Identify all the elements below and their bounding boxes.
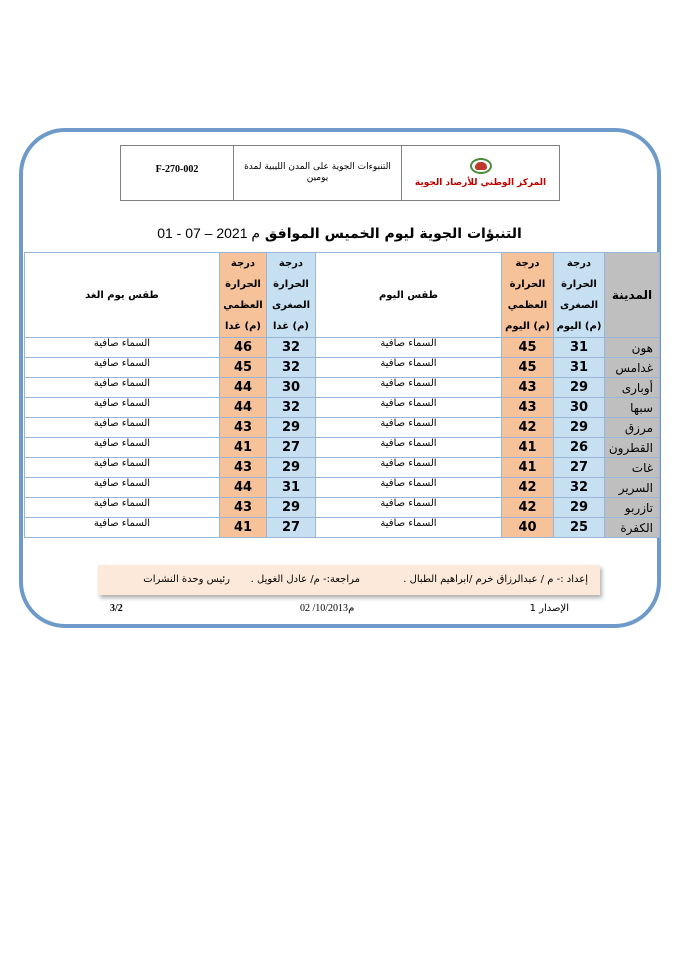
cell-max-tomorrow: 43 <box>220 418 267 438</box>
cell-city: غدامس <box>605 358 660 378</box>
table-header-row <box>25 253 660 338</box>
cell-weather-tomorrow: السماء صافية <box>25 478 220 498</box>
cell-weather-today: السماء صافية <box>316 378 502 398</box>
title-date: 01 - 07 – 2021 م <box>157 225 261 241</box>
cell-max-tomorrow: 43 <box>220 458 267 478</box>
cell-min-tomorrow: 29 <box>267 498 316 518</box>
cell-min-today: 25 <box>554 518 605 538</box>
cell-city: مرزق <box>605 418 660 438</box>
cell-max-today: 43 <box>502 378 554 398</box>
cell-min-today: 26 <box>554 438 605 458</box>
issue-date: 02 /10/2013م <box>300 603 355 614</box>
org-cell <box>402 146 560 201</box>
cell-min-today: 30 <box>554 398 605 418</box>
cell-max-today: 45 <box>502 338 554 358</box>
page-title <box>0 225 679 242</box>
table-row <box>25 358 660 378</box>
cell-min-tomorrow: 30 <box>267 378 316 398</box>
col-max-today: درجة الحرارة العظمي (م) اليوم <box>502 253 554 338</box>
cell-max-tomorrow: 45 <box>220 358 267 378</box>
cell-weather-today: السماء صافية <box>316 358 502 378</box>
forecast-table <box>24 252 660 538</box>
table-row <box>25 498 660 518</box>
cell-max-today: 42 <box>502 498 554 518</box>
cell-min-tomorrow: 27 <box>267 438 316 458</box>
col-weather-today: طقس اليوم <box>316 253 502 338</box>
table-row <box>25 438 660 458</box>
cell-weather-today: السماء صافية <box>316 418 502 438</box>
title-text: التنبؤات الجوية ليوم الخميس الموافق <box>264 226 522 242</box>
cell-max-today: 45 <box>502 358 554 378</box>
cell-min-today: 27 <box>554 458 605 478</box>
cell-min-tomorrow: 27 <box>267 518 316 538</box>
reviewed-by: مراجعة:- م/ عادل الغويل . <box>250 574 360 585</box>
col-min-tomorrow: درجة الحرارة الصغرى (م) غدا <box>267 253 316 338</box>
cell-city: القطرون <box>605 438 660 458</box>
cell-max-today: 42 <box>502 418 554 438</box>
cell-weather-tomorrow: السماء صافية <box>25 338 220 358</box>
cell-weather-tomorrow: السماء صافية <box>25 378 220 398</box>
cell-max-tomorrow: 44 <box>220 398 267 418</box>
table-row <box>25 478 660 498</box>
cell-min-tomorrow: 32 <box>267 398 316 418</box>
table-row <box>25 338 660 358</box>
meteorology-logo-icon <box>468 158 494 176</box>
cell-weather-tomorrow: السماء صافية <box>25 498 220 518</box>
edition: الإصدار 1 <box>529 603 569 614</box>
cell-weather-today: السماء صافية <box>316 498 502 518</box>
cell-weather-today: السماء صافية <box>316 518 502 538</box>
cell-min-today: 32 <box>554 478 605 498</box>
cell-min-tomorrow: 29 <box>267 418 316 438</box>
table-row <box>25 418 660 438</box>
cell-city: هون <box>605 338 660 358</box>
cell-max-today: 40 <box>502 518 554 538</box>
cell-min-tomorrow: 32 <box>267 358 316 378</box>
cell-weather-tomorrow: السماء صافية <box>25 358 220 378</box>
cell-weather-today: السماء صافية <box>316 478 502 498</box>
cell-min-today: 29 <box>554 378 605 398</box>
cell-weather-tomorrow: السماء صافية <box>25 398 220 418</box>
cell-weather-today: السماء صافية <box>316 398 502 418</box>
org-name: المركز الوطني للأرصاد الجوية <box>414 178 547 188</box>
cell-min-today: 29 <box>554 418 605 438</box>
cell-weather-tomorrow: السماء صافية <box>25 518 220 538</box>
footer-box <box>98 565 600 595</box>
cell-city: أوبارى <box>605 378 660 398</box>
table-row <box>25 398 660 418</box>
prepared-by: إعداد :- م / عبدالرزاق خرم /ابراهيم الطبال . <box>403 574 588 585</box>
cell-max-today: 43 <box>502 398 554 418</box>
cell-min-today: 29 <box>554 498 605 518</box>
doc-title: التنبوءات الجوية على المدن الليبية لمدة يومين <box>234 146 402 201</box>
cell-max-tomorrow: 41 <box>220 518 267 538</box>
cell-city: السرير <box>605 478 660 498</box>
cell-city: سبها <box>605 398 660 418</box>
table-row <box>25 378 660 398</box>
cell-city: الكفرة <box>605 518 660 538</box>
cell-max-today: 41 <box>502 458 554 478</box>
cell-weather-today: السماء صافية <box>316 458 502 478</box>
cell-weather-tomorrow: السماء صافية <box>25 418 220 438</box>
cell-max-today: 41 <box>502 438 554 458</box>
cell-city: غات <box>605 458 660 478</box>
cell-weather-tomorrow: السماء صافية <box>25 458 220 478</box>
col-max-tomorrow: درجة الحرارة العظمي (م) غدا <box>220 253 267 338</box>
cell-max-tomorrow: 44 <box>220 478 267 498</box>
col-min-today: درجة الحرارة الصغرى (م) اليوم <box>554 253 605 338</box>
cell-min-today: 31 <box>554 358 605 378</box>
col-city: المدينة <box>605 253 660 338</box>
document-header <box>120 145 560 201</box>
cell-city: تازربو <box>605 498 660 518</box>
doc-code: F-270-002 <box>121 146 234 201</box>
col-weather-tomorrow: طقس يوم الغد <box>25 253 220 338</box>
table-row <box>25 518 660 538</box>
cell-max-tomorrow: 46 <box>220 338 267 358</box>
cell-min-tomorrow: 32 <box>267 338 316 358</box>
cell-weather-tomorrow: السماء صافية <box>25 438 220 458</box>
cell-min-tomorrow: 31 <box>267 478 316 498</box>
cell-max-tomorrow: 43 <box>220 498 267 518</box>
table-row <box>25 458 660 478</box>
cell-max-today: 42 <box>502 478 554 498</box>
cell-max-tomorrow: 41 <box>220 438 267 458</box>
cell-min-tomorrow: 29 <box>267 458 316 478</box>
cell-weather-today: السماء صافية <box>316 438 502 458</box>
cell-min-today: 31 <box>554 338 605 358</box>
page-number: 3/2 <box>110 603 123 614</box>
bulletin-head: رئيس وحدة النشرات <box>143 574 230 585</box>
cell-weather-today: السماء صافية <box>316 338 502 358</box>
cell-max-tomorrow: 44 <box>220 378 267 398</box>
